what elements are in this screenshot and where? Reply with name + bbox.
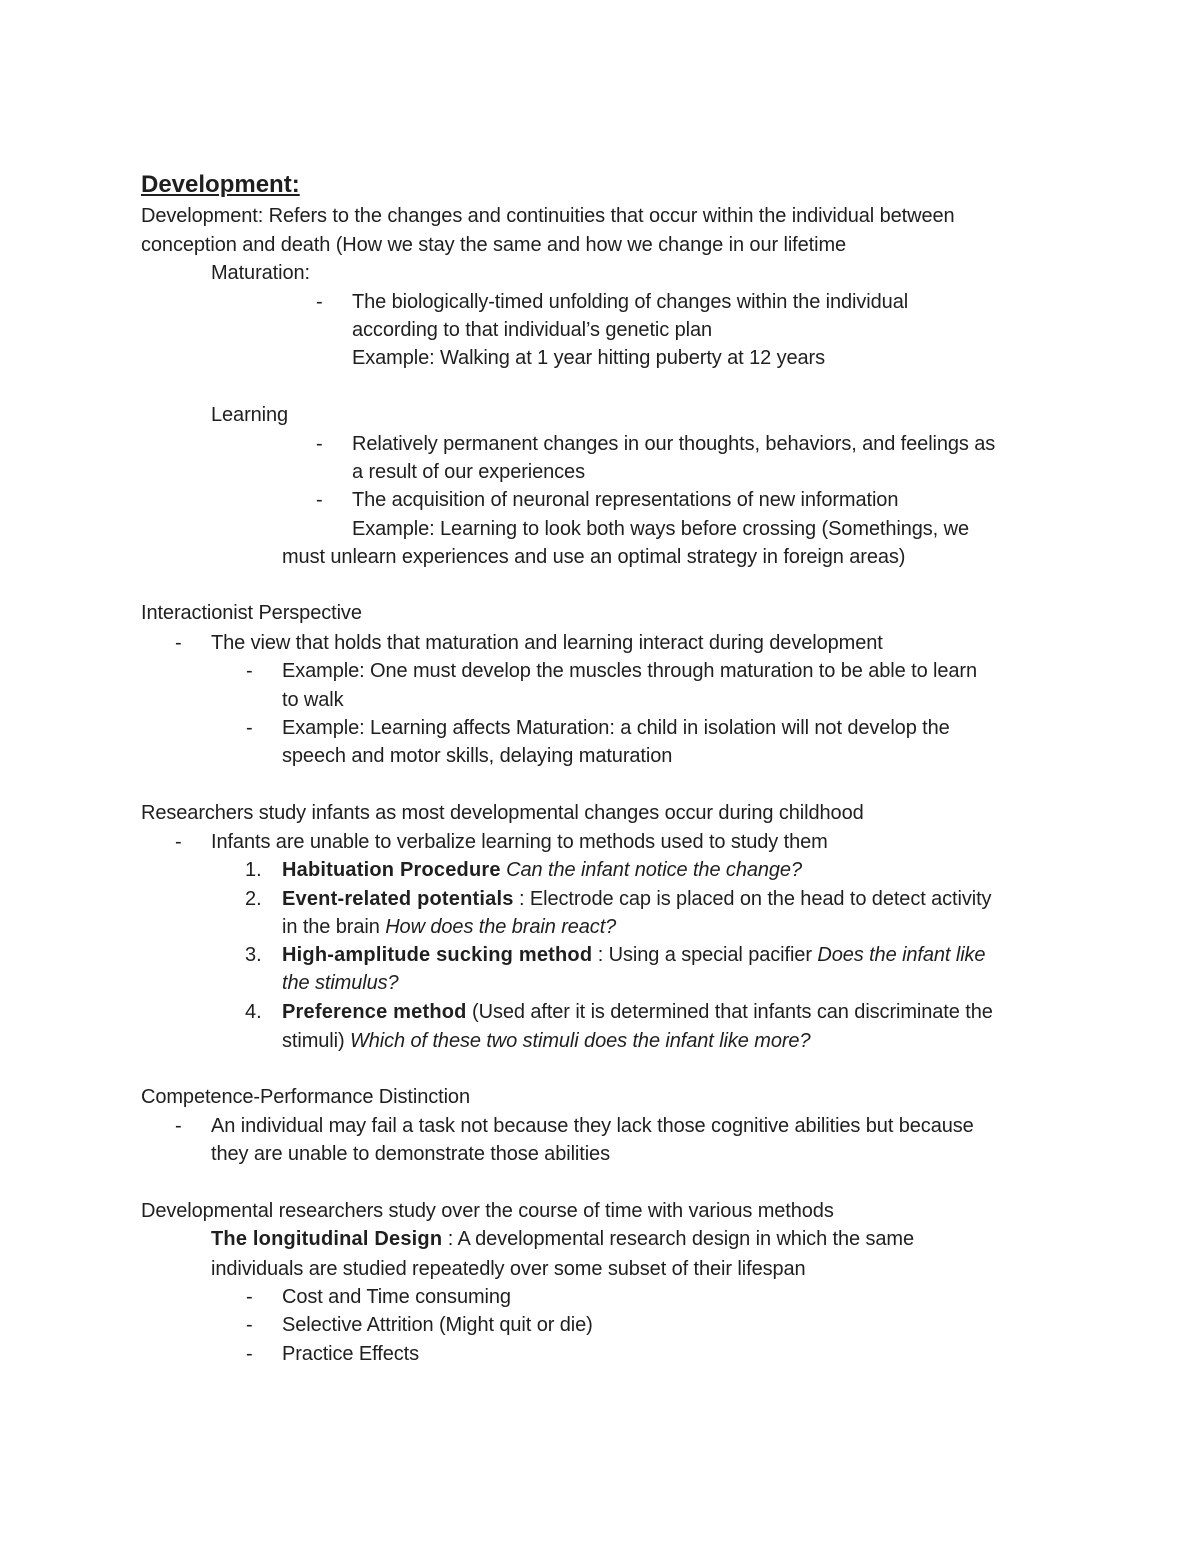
bullet-dash: - xyxy=(316,433,323,455)
method-desc: : Using a special pacifier xyxy=(592,944,818,966)
bullet-dash: - xyxy=(316,291,323,313)
bullet-dash: - xyxy=(246,717,253,739)
bullet-dash: - xyxy=(316,489,323,511)
intro-line-1: Development: Refers to the changes and continuities that occur within the individual between xyxy=(141,205,955,227)
longitudinal-line-2: individuals are studied repeatedly over some subset of their lifespan xyxy=(211,1258,806,1280)
learning-label: Learning xyxy=(211,404,289,426)
interactionist-sub-2-line-2: speech and motor skills, delaying maturation xyxy=(282,745,673,767)
intro-line-2: conception and death (How we stay the same and how we change in our lifetime xyxy=(141,234,847,256)
longitudinal-item: Practice Effects xyxy=(282,1343,419,1365)
interactionist-sub-1-line-1: Example: One must develop the muscles through maturation to be able to learn xyxy=(282,660,978,682)
method-3-line-1 xyxy=(282,941,985,969)
competence-title: Competence-Performance Distinction xyxy=(141,1086,470,1108)
method-3-line-2 xyxy=(282,969,399,997)
maturation-example: Example: Walking at 1 year hitting puberty at 12 years xyxy=(352,347,825,369)
method-2-line-1 xyxy=(282,885,991,913)
bullet-dash: - xyxy=(246,1343,253,1365)
method-name: Preference method xyxy=(282,1001,467,1023)
method-question: Does the infant like xyxy=(817,944,986,966)
list-number: 1. xyxy=(245,859,262,881)
method-question-cont: the stimulus? xyxy=(282,972,399,994)
bullet-dash: - xyxy=(175,831,182,853)
method-name: Event-related potentials xyxy=(282,888,514,910)
learning-example-line-1: Example: Learning to look both ways before crossing (Somethings, we xyxy=(352,518,969,540)
longitudinal-line-1 xyxy=(211,1225,914,1253)
method-name: High-amplitude sucking method xyxy=(282,944,593,966)
method-question: Can the infant notice the change? xyxy=(506,859,802,881)
method-question: Which of these two stimuli does the infant like more? xyxy=(350,1030,811,1052)
method-4-line-1 xyxy=(282,998,993,1026)
developmental-title: Developmental researchers study over the course of time with various methods xyxy=(141,1200,834,1222)
bullet-dash: - xyxy=(175,1115,182,1137)
interactionist-sub-2-line-1: Example: Learning affects Maturation: a child in isolation will not develop the xyxy=(282,717,950,739)
method-desc-cont: in the brain xyxy=(282,916,386,938)
list-number: 3. xyxy=(245,944,262,966)
method-2-line-2 xyxy=(282,913,616,941)
maturation-bullet-line-2: according to that individual’s genetic plan xyxy=(352,319,713,341)
method-desc: : Electrode cap is placed on the head to detect activity xyxy=(513,888,992,910)
design-desc: : A developmental research design in which the same xyxy=(442,1228,915,1250)
learning-bullet-1-line-2: a result of our experiences xyxy=(352,461,585,483)
bullet-dash: - xyxy=(246,1314,253,1336)
bullet-dash: - xyxy=(246,1286,253,1308)
list-number: 2. xyxy=(245,888,262,910)
learning-bullet-1-line-1: Relatively permanent changes in our thoughts, behaviors, and feelings as xyxy=(352,433,996,455)
interactionist-sub-1-line-2: to walk xyxy=(282,689,344,711)
researchers-bullet: Infants are unable to verbalize learning to methods used to study them xyxy=(211,831,828,853)
method-4-line-2 xyxy=(282,1027,810,1055)
learning-bullet-2: The acquisition of neuronal representations of new information xyxy=(352,489,899,511)
learning-example-line-2: must unlearn experiences and use an optimal strategy in foreign areas) xyxy=(282,546,906,568)
maturation-label: Maturation: xyxy=(211,262,310,284)
longitudinal-item: Cost and Time consuming xyxy=(282,1286,511,1308)
longitudinal-item: Selective Attrition (Might quit or die) xyxy=(282,1314,593,1336)
method-desc-cont: stimuli) xyxy=(282,1030,350,1052)
interactionist-bullet: The view that holds that maturation and learning interact during development xyxy=(211,632,883,654)
bullet-dash: - xyxy=(175,632,182,654)
design-name: The longitudinal Design xyxy=(211,1228,443,1250)
list-number: 4. xyxy=(245,1001,262,1023)
researchers-title: Researchers study infants as most developmental changes occur during childhood xyxy=(141,802,864,824)
method-desc: (Used after it is determined that infants can discriminate the xyxy=(466,1001,993,1023)
interactionist-title: Interactionist Perspective xyxy=(141,602,362,624)
page-title: Development: xyxy=(141,171,300,198)
method-1-line-1 xyxy=(282,856,802,884)
method-question: How does the brain react? xyxy=(385,916,617,938)
competence-bullet-line-1: An individual may fail a task not because they lack those cognitive abilities but because xyxy=(211,1115,974,1137)
method-name: Habituation Procedure xyxy=(282,859,501,881)
maturation-bullet-line-1: The biologically-timed unfolding of changes within the individual xyxy=(352,291,909,313)
competence-bullet-line-2: they are unable to demonstrate those abilities xyxy=(211,1143,610,1165)
bullet-dash: - xyxy=(246,660,253,682)
